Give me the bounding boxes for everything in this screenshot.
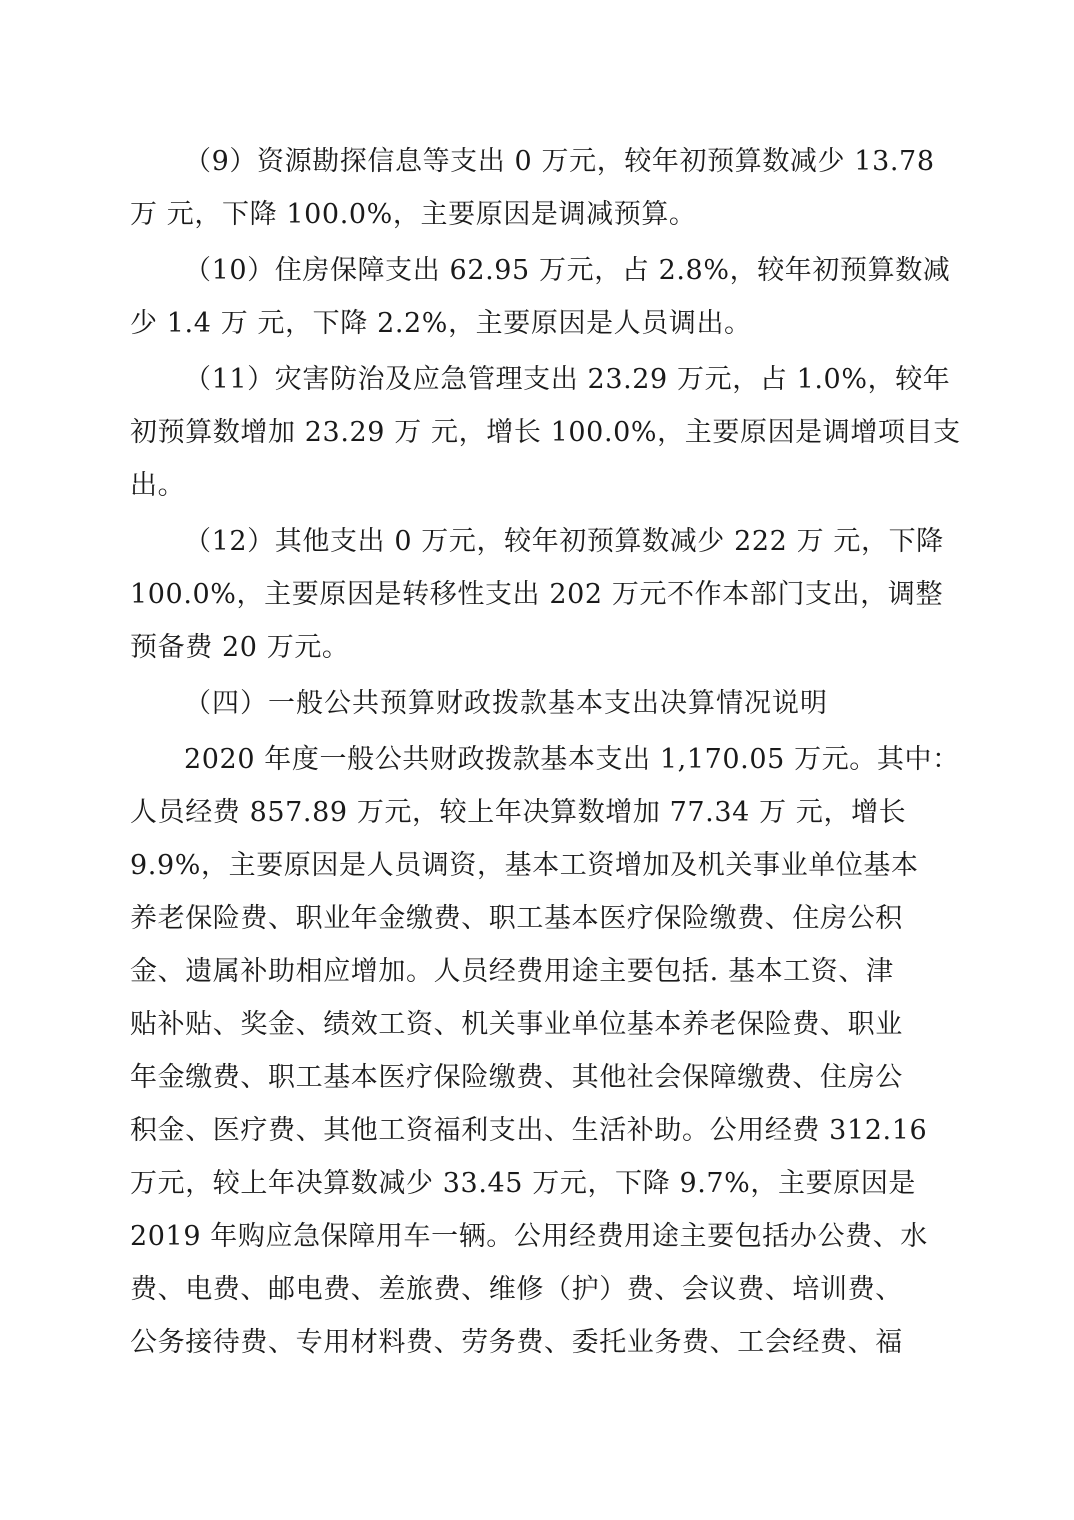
paragraph-12-line-2: 100.0%，主要原因是转移性支出 202 万元不作本部门支出，调整 bbox=[130, 579, 944, 610]
basic-expense-line-4: 养老保险费、职业年金缴费、职工基本医疗保险缴费、住房公积 bbox=[130, 903, 903, 934]
basic-expense-line-9: 万元，较上年决算数减少 33.45 万元，下降 9.7%，主要原因是 bbox=[130, 1168, 917, 1199]
basic-expense-line-2: 人员经费 857.89 万元，较上年决算数增加 77.34 万 元，增长 bbox=[130, 797, 907, 828]
section-heading-4: （四）一般公共预算财政拨款基本支出决算情况说明 bbox=[184, 688, 828, 719]
paragraph-9-line-1: （9）资源勘探信息等支出 0 万元，较年初预算数减少 13.78 bbox=[184, 146, 935, 177]
basic-expense-line-11: 费、电费、邮电费、差旅费、维修（护）费、会议费、培训费、 bbox=[130, 1274, 903, 1305]
paragraph-11-line-2: 初预算数增加 23.29 万 元，增长 100.0%，主要原因是调增项目支 bbox=[130, 417, 961, 448]
paragraph-10-line-2: 少 1.4 万 元，下降 2.2%，主要原因是人员调出。 bbox=[130, 308, 752, 339]
paragraph-12-line-1: （12）其他支出 0 万元，较年初预算数减少 222 万 元，下降 bbox=[184, 526, 944, 557]
basic-expense-line-3: 9.9%，主要原因是人员调资，基本工资增加及机关事业单位基本 bbox=[130, 850, 919, 881]
basic-expense-line-6: 贴补贴、奖金、绩效工资、机关事业单位基本养老保险费、职业 bbox=[130, 1009, 903, 1040]
basic-expense-line-8: 积金、医疗费、其他工资福利支出、生活补助。公用经费 312.16 bbox=[130, 1115, 928, 1146]
basic-expense-line-12: 公务接待费、专用材料费、劳务费、委托业务费、工会经费、福 bbox=[130, 1327, 903, 1358]
paragraph-11-line-3: 出。 bbox=[130, 470, 186, 501]
basic-expense-line-1: 2020 年度一般公共财政拨款基本支出 1,170.05 万元。其中： bbox=[184, 744, 960, 775]
basic-expense-line-7: 年金缴费、职工基本医疗保险缴费、其他社会保障缴费、住房公 bbox=[130, 1062, 903, 1093]
paragraph-12-line-3: 预备费 20 万元。 bbox=[130, 632, 350, 663]
paragraph-9-line-2: 万 元，下降 100.0%，主要原因是调减预算。 bbox=[130, 199, 697, 230]
basic-expense-line-10: 2019 年购应急保障用车一辆。公用经费用途主要包括办公费、水 bbox=[130, 1221, 928, 1252]
basic-expense-line-5: 金、遗属补助相应增加。人员经费用途主要包括. 基本工资、津 bbox=[130, 956, 894, 987]
paragraph-11-line-1: （11）灾害防治及应急管理支出 23.29 万元，占 1.0%，较年 bbox=[184, 364, 951, 395]
paragraph-10-line-1: （10）住房保障支出 62.95 万元，占 2.8%，较年初预算数减 bbox=[184, 255, 951, 286]
